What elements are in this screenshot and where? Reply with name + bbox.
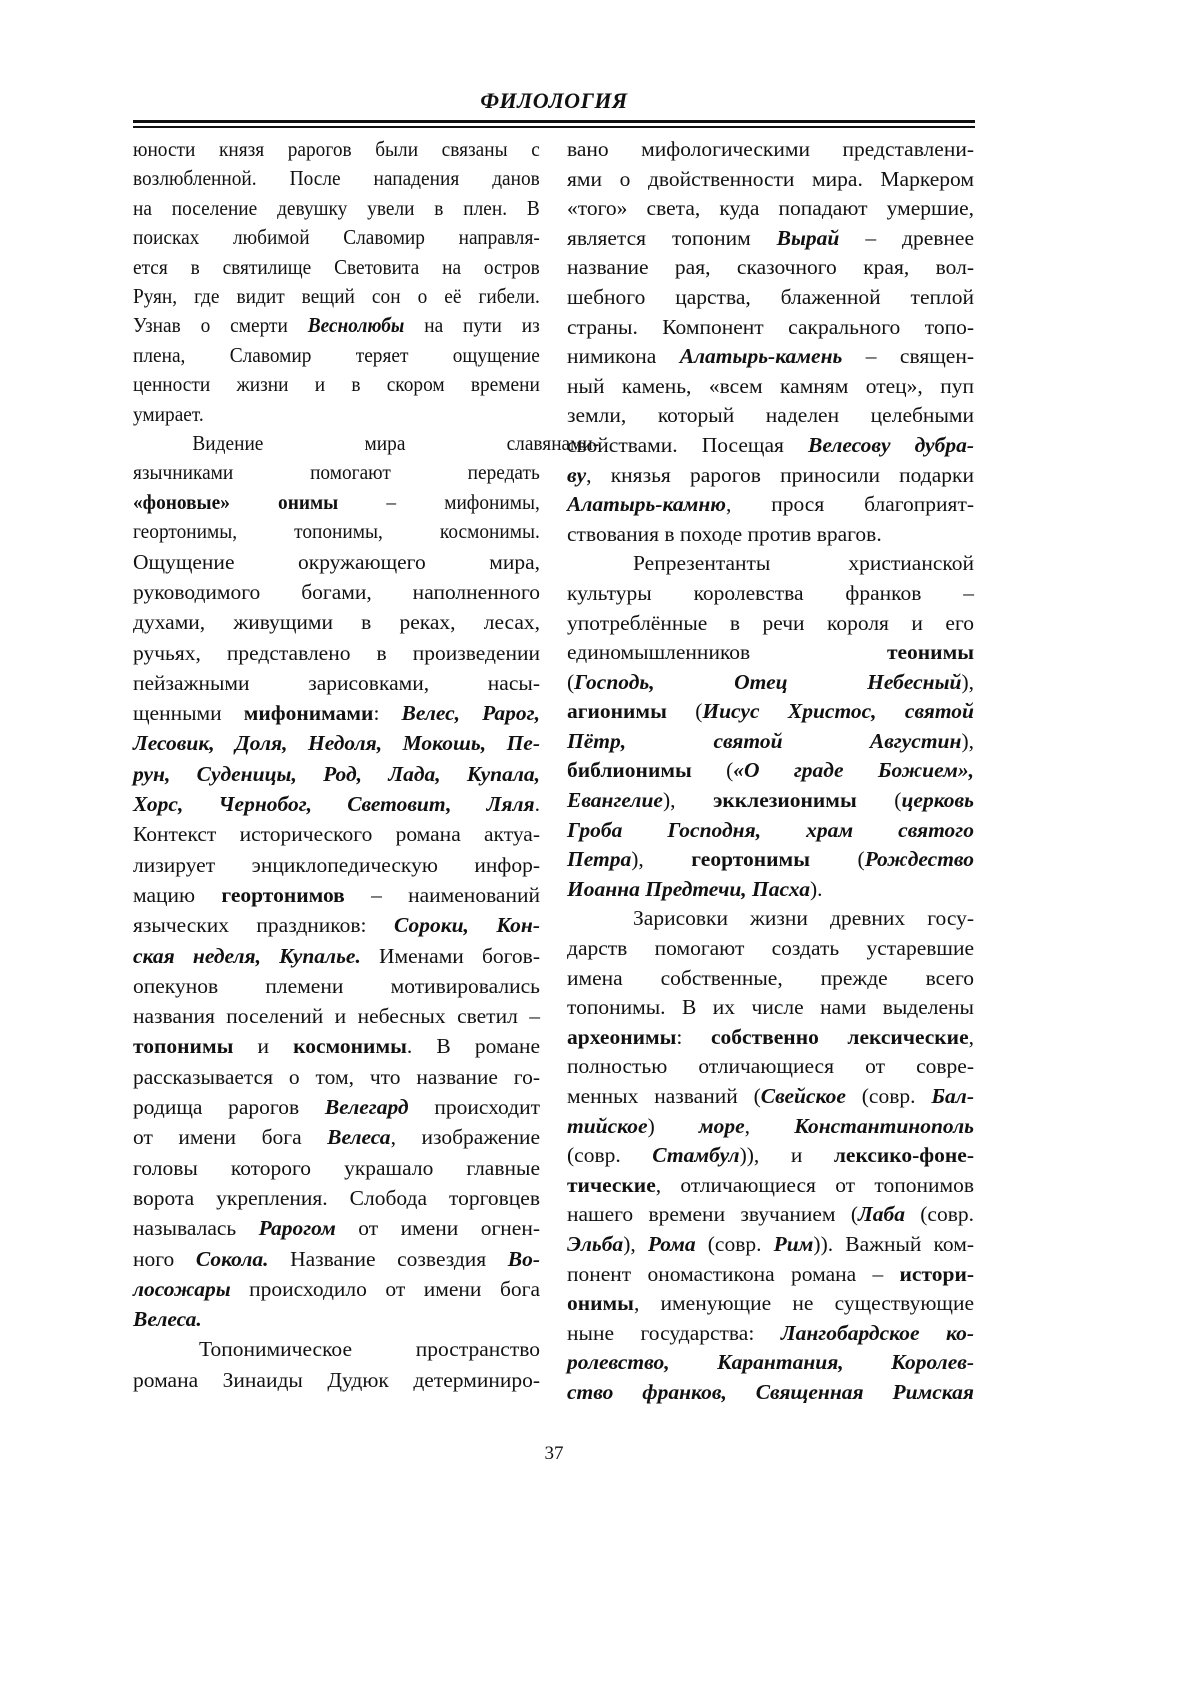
text-run: вано мифологическими представлени- <box>567 137 974 161</box>
text-line <box>133 789 540 819</box>
text-run: менных названий ( <box>567 1084 761 1108</box>
text-run: нимикона <box>567 344 680 368</box>
text-run: плена, Славомир теряет ощущение <box>133 343 540 367</box>
text-run: – священ- <box>842 344 974 368</box>
text-run: головы которого украшало главные <box>133 1156 540 1180</box>
text-line <box>567 253 974 283</box>
emphasized-term: Хорс, Чернобог, Световит, Ляля <box>133 792 535 816</box>
text-line <box>133 577 540 607</box>
text-line <box>567 1171 974 1201</box>
text-run: названия поселений и небесных светил – <box>133 1004 540 1028</box>
text-run: культуры королевства франков – <box>567 581 974 605</box>
text-run: Видение мира славянами- <box>192 431 599 455</box>
text-run: имена собственные, прежде всего <box>567 966 974 990</box>
text-run: пейзажными зарисовками, насы- <box>133 671 540 695</box>
text-run: , <box>745 1114 795 1138</box>
text-run: , <box>969 1025 974 1049</box>
text-run: происходило от имени бога <box>231 1277 540 1301</box>
text-line <box>133 282 540 311</box>
text-run: . <box>535 792 540 816</box>
text-line <box>567 520 974 550</box>
emphasized-term: Евангелие <box>567 788 663 812</box>
emphasized-term: Гроба Господня, храм святого <box>567 818 974 842</box>
left-column <box>133 135 540 1395</box>
emphasized-term: Стамбул <box>652 1143 739 1167</box>
page-number: 37 <box>0 1443 1108 1465</box>
text-run: ). <box>810 877 823 901</box>
text-line <box>567 313 974 343</box>
text-line <box>567 401 974 431</box>
text-line <box>567 431 974 461</box>
text-line <box>567 727 974 757</box>
text-run: Репрезентанты христианской <box>633 551 974 575</box>
bold-term: онимы <box>567 1291 634 1315</box>
text-line <box>567 1023 974 1053</box>
text-run: , именующие не существующие <box>634 1291 974 1315</box>
text-run: ный камень, «всем камням отец», пуп <box>567 374 974 398</box>
text-line <box>567 845 974 875</box>
text-line <box>133 488 540 517</box>
emphasized-term: Бал- <box>931 1084 974 1108</box>
text-line <box>133 1334 540 1364</box>
text-line <box>567 609 974 639</box>
text-line <box>567 816 974 846</box>
bold-term: библионимы <box>567 758 692 782</box>
bold-term: космонимы <box>293 1034 407 1058</box>
text-line <box>133 429 599 458</box>
text-line <box>567 756 974 786</box>
text-run: ствования в походе против врагов. <box>567 522 882 546</box>
paragraph <box>567 549 974 904</box>
bold-term: экклезионимы <box>713 788 857 812</box>
text-run: (совр. <box>696 1232 774 1256</box>
text-run: Топонимическое пространство <box>199 1337 540 1361</box>
emphasized-term: Лангобардское ко- <box>781 1321 974 1345</box>
text-line <box>133 1183 540 1213</box>
emphasized-term: Рим <box>774 1232 814 1256</box>
paragraph <box>567 135 974 549</box>
emphasized-term: Петра <box>567 847 631 871</box>
text-line <box>133 607 540 637</box>
text-run: , князья рарогов приносили подарки <box>586 463 974 487</box>
emphasized-term: лосожары <box>133 1277 231 1301</box>
text-line <box>567 1112 974 1142</box>
text-run: на пути из <box>404 313 539 337</box>
text-run: : <box>373 701 401 725</box>
text-line <box>567 993 974 1023</box>
text-run: поисках любимой Славомир направля- <box>133 225 540 249</box>
emphasized-term: Иоанна Предтечи, Пасха <box>567 877 810 901</box>
text-line <box>133 194 540 223</box>
text-run: ( <box>667 699 703 723</box>
text-line <box>133 1031 540 1061</box>
text-line <box>133 728 540 758</box>
text-run: : <box>676 1025 711 1049</box>
text-run: ного <box>133 1247 196 1271</box>
text-run: языческих праздников: <box>133 913 394 937</box>
text-run: ) <box>648 1114 699 1138</box>
text-line <box>133 223 540 252</box>
bold-term: топонимы <box>133 1034 233 1058</box>
text-run: (совр. <box>905 1202 974 1226</box>
text-run: страны. Компонент сакрального топо- <box>567 315 974 339</box>
text-run: ), <box>663 788 713 812</box>
emphasized-term: Свейское <box>761 1084 846 1108</box>
text-run: от имени бога <box>133 1125 327 1149</box>
text-run: геортонимы, топонимы, космонимы. <box>133 519 540 543</box>
emphasized-term: Алатырь-камень <box>680 344 843 368</box>
text-run: , изображение <box>391 1125 540 1149</box>
text-line <box>133 971 540 1001</box>
text-line <box>567 934 974 964</box>
text-run: от имени огнен- <box>336 1216 540 1240</box>
text-line <box>567 283 974 313</box>
text-run: ( <box>567 670 574 694</box>
emphasized-term: Во- <box>508 1247 540 1271</box>
text-run: топонимы. В их числе нами выделены <box>567 995 974 1019</box>
paragraph <box>133 429 540 1334</box>
text-run: ется в святилище Световита на остров <box>133 255 540 279</box>
emphasized-term: Эльба <box>567 1232 623 1256</box>
text-run: – наименований <box>345 883 540 907</box>
text-line <box>567 490 974 520</box>
text-line <box>133 370 540 399</box>
text-line <box>133 1213 540 1243</box>
text-line <box>133 1153 540 1183</box>
paragraph <box>133 1334 540 1395</box>
text-line <box>567 1082 974 1112</box>
emphasized-term: Пётр, святой Августин <box>567 729 961 753</box>
text-run: Контекст исторического романа актуа- <box>133 822 540 846</box>
text-line <box>567 165 974 195</box>
text-run: дарств помогают создать устаревшие <box>567 936 974 960</box>
emphasized-term: Вырай <box>777 226 840 250</box>
text-run: единомышленников <box>567 640 887 664</box>
emphasized-term: Лаба <box>858 1202 905 1226</box>
bold-term: лексико-фоне- <box>834 1143 974 1167</box>
text-line <box>133 638 540 668</box>
text-run: название рая, сказочного края, вол- <box>567 255 974 279</box>
text-run: и <box>233 1034 293 1058</box>
text-line <box>133 135 540 164</box>
emphasized-term: Велеса. <box>133 1307 202 1331</box>
emphasized-term: Иисус Христос, святой <box>702 699 974 723</box>
text-run: употреблённые в речи короля и его <box>567 611 974 635</box>
text-run: нашего времени звучанием ( <box>567 1202 858 1226</box>
text-line <box>567 904 974 934</box>
text-run: ворота укрепления. Слобода торговцев <box>133 1186 540 1210</box>
text-run: Именами богов- <box>361 944 540 968</box>
text-run: (совр. <box>567 1143 652 1167</box>
text-run: Ощущение окружающего мира, <box>133 550 540 574</box>
text-line <box>133 1274 540 1304</box>
text-line <box>567 1230 974 1260</box>
text-line <box>133 547 540 577</box>
text-line <box>133 668 540 698</box>
emphasized-term: Господь, Отец Небесный <box>574 670 961 694</box>
text-line <box>567 1200 974 1230</box>
text-line <box>567 549 974 579</box>
text-run: щенными <box>133 701 244 725</box>
text-run: юности князя рарогов были связаны с <box>133 137 540 161</box>
text-line <box>567 194 974 224</box>
emphasized-term: ву <box>567 463 586 487</box>
emphasized-term: Рарогом <box>259 1216 336 1240</box>
text-line <box>133 1092 540 1122</box>
text-line <box>567 1052 974 1082</box>
emphasized-term: рун, Суденицы, Род, Лада, Купала, <box>133 762 540 786</box>
emphasized-term: тийское <box>567 1114 648 1138</box>
header-rule-thick <box>133 120 975 123</box>
text-run: ныне государства: <box>567 1321 781 1345</box>
text-line <box>133 311 540 340</box>
text-run: ( <box>810 847 865 871</box>
text-run: ), <box>961 670 974 694</box>
emphasized-term: море <box>699 1114 745 1138</box>
emphasized-term: Лесовик, Доля, Недоля, Мокошь, Пе- <box>133 731 540 755</box>
text-run: руководимого богами, наполненного <box>133 580 540 604</box>
text-run: ( <box>857 788 902 812</box>
text-run: свойствами. Посещая <box>567 433 808 457</box>
text-run: ручьях, представлено в произведении <box>133 641 540 665</box>
emphasized-term: «О граде Божием», <box>733 758 974 782</box>
text-run: мацию <box>133 883 221 907</box>
text-line <box>133 1304 540 1334</box>
text-run: «того» света, куда попадают умершие, <box>567 196 974 220</box>
text-line <box>567 342 974 372</box>
text-line <box>567 786 974 816</box>
text-line <box>133 400 540 429</box>
emphasized-term: ролевство, Карантания, Королев- <box>567 1350 974 1374</box>
emphasized-term: Алатырь-камню <box>567 492 726 516</box>
text-line <box>567 224 974 254</box>
text-run: шебного царства, блаженной теплой <box>567 285 974 309</box>
paragraph <box>567 904 974 1407</box>
text-line <box>567 372 974 402</box>
emphasized-term: Велегард <box>325 1095 409 1119</box>
bold-term: «фоновые» онимы <box>133 490 338 514</box>
emphasized-term: ская неделя, Купалье. <box>133 944 361 968</box>
text-line <box>567 579 974 609</box>
text-line <box>133 517 540 546</box>
text-run: происходит <box>409 1095 540 1119</box>
right-column <box>567 135 974 1408</box>
text-line <box>567 1319 974 1349</box>
text-line <box>133 1365 540 1395</box>
text-line <box>133 164 540 193</box>
bold-term: мифонимами <box>244 701 374 725</box>
text-line <box>133 910 540 940</box>
text-line <box>567 1348 974 1378</box>
text-run: родища рарогов <box>133 1095 325 1119</box>
text-run: – древнее <box>839 226 974 250</box>
text-run: Узнав о смерти <box>133 313 308 337</box>
emphasized-term: Рождество <box>865 847 974 871</box>
text-run: язычниками помогают передать <box>133 460 540 484</box>
emphasized-term: Веснолюбы <box>308 313 405 337</box>
text-run: лизирует энциклопедическую инфор- <box>133 853 540 877</box>
text-run: умирает. <box>133 402 204 426</box>
text-line <box>567 461 974 491</box>
text-run: называлась <box>133 1216 259 1240</box>
text-line <box>567 1289 974 1319</box>
emphasized-term: Сокола. <box>196 1247 269 1271</box>
emphasized-term: Велеса <box>327 1125 390 1149</box>
text-line <box>133 1001 540 1031</box>
text-run: опекунов племени мотивировались <box>133 974 540 998</box>
text-line <box>133 1122 540 1152</box>
text-run: ценности жизни и в скором времени <box>133 372 540 396</box>
text-run: романа Зинаиды Дудюк детерминиро- <box>133 1368 540 1392</box>
text-run: , прося благоприят- <box>726 492 974 516</box>
text-line <box>567 1260 974 1290</box>
header-rule-thin <box>133 126 975 128</box>
text-run: Зарисовки жизни древних госу- <box>633 906 974 930</box>
text-line <box>133 819 540 849</box>
bold-term: истори- <box>900 1262 974 1286</box>
text-line <box>567 668 974 698</box>
text-line <box>133 458 540 487</box>
paragraph <box>133 135 540 429</box>
text-run: духами, живущими в реках, лесах, <box>133 610 540 634</box>
emphasized-term: ство франков, Священная Римская <box>567 1380 974 1404</box>
bold-term: собственно лексические <box>711 1025 969 1049</box>
bold-term: теонимы <box>887 640 974 664</box>
text-run: – мифонимы, <box>338 490 540 514</box>
text-line <box>567 1378 974 1408</box>
text-run: )). Важный ком- <box>813 1232 974 1256</box>
text-run: полностью отличающиеся от совре- <box>567 1054 974 1078</box>
text-run: )), и <box>740 1143 834 1167</box>
section-header: ФИЛОЛОГИЯ <box>133 88 975 114</box>
text-line <box>567 964 974 994</box>
text-run: земли, который наделен целебными <box>567 403 974 427</box>
text-run: ), <box>631 847 691 871</box>
text-line <box>567 1141 974 1171</box>
emphasized-term: Велес, Рарог, <box>402 701 541 725</box>
emphasized-term: Константинополь <box>794 1114 974 1138</box>
text-line <box>567 875 974 905</box>
text-line <box>133 850 540 880</box>
text-run: на поселение девушку увели в плен. В <box>133 196 540 220</box>
text-run: Название созвездия <box>269 1247 508 1271</box>
emphasized-term: Велесову дубра- <box>808 433 974 457</box>
text-line <box>567 697 974 727</box>
text-run: , отличающиеся от топонимов <box>656 1173 974 1197</box>
bold-term: геортонимы <box>691 847 810 871</box>
text-line <box>133 941 540 971</box>
text-run: (совр. <box>846 1084 932 1108</box>
text-run: рассказывается о том, что название го- <box>133 1065 540 1089</box>
text-line <box>133 759 540 789</box>
bold-term: археонимы <box>567 1025 676 1049</box>
emphasized-term: Рома <box>648 1232 696 1256</box>
text-line <box>133 698 540 728</box>
text-run: является топоним <box>567 226 777 250</box>
emphasized-term: Сороки, Кон- <box>394 913 540 937</box>
text-line <box>567 135 974 165</box>
text-run: . В романе <box>407 1034 540 1058</box>
text-line <box>133 1244 540 1274</box>
bold-term: тические <box>567 1173 656 1197</box>
text-line <box>133 1062 540 1092</box>
text-line <box>567 638 974 668</box>
text-line <box>133 341 540 370</box>
text-run: возлюбленной. После нападения данов <box>133 166 540 190</box>
text-line <box>133 880 540 910</box>
bold-term: агионимы <box>567 699 667 723</box>
emphasized-term: церковь <box>901 788 974 812</box>
bold-term: геортонимов <box>221 883 344 907</box>
text-run: ), <box>623 1232 648 1256</box>
text-run: ями о двойственности мира. Маркером <box>567 167 974 191</box>
text-run: понент ономастикона романа – <box>567 1262 900 1286</box>
text-line <box>133 253 540 282</box>
text-run: ), <box>961 729 974 753</box>
text-run: ( <box>692 758 733 782</box>
text-run: Руян, где видит вещий сон о её гибели. <box>133 284 540 308</box>
